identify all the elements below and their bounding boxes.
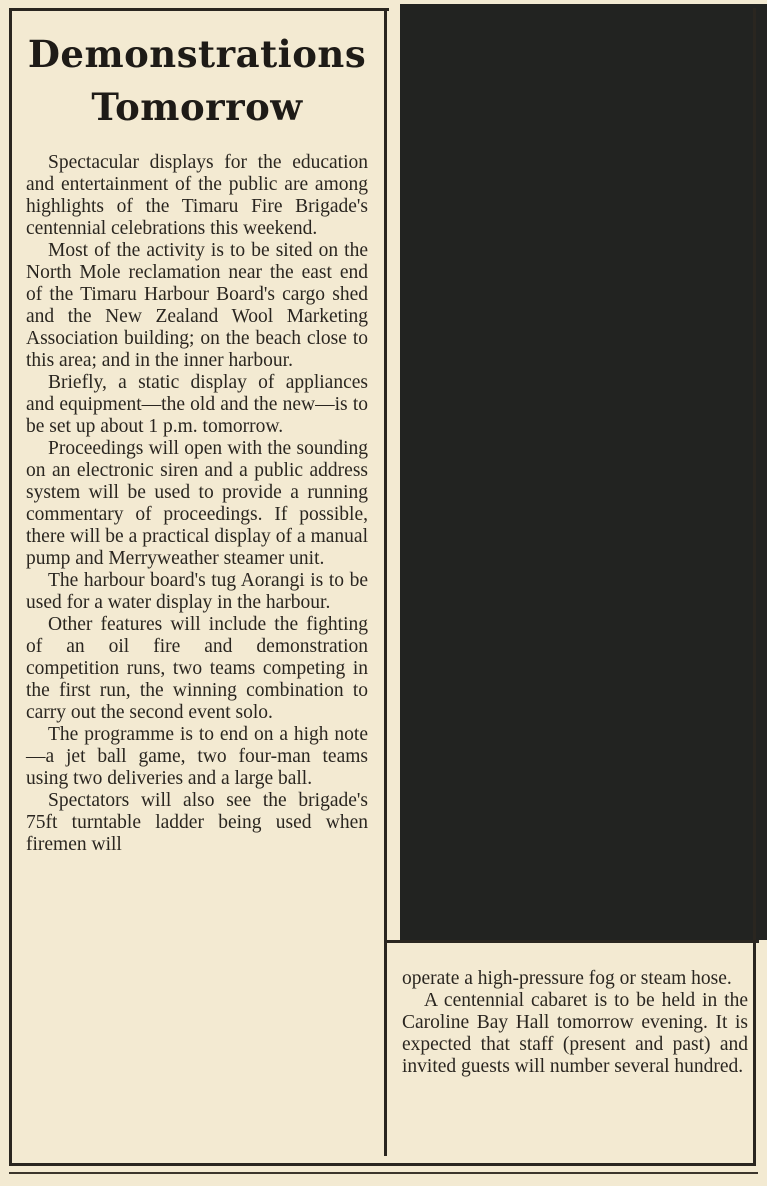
paragraph: Proceedings will open with the sounding on an electronic siren and a public address system will be used to provide a running commentary of proceedings. If possible, there will be a practical display of a manual pump and Merryweather steamer unit. [26,438,368,569]
paragraph-continued: operate a high-pressure fog or steam hose. [402,968,732,989]
paragraph: Briefly, a static display of appliances and equipment—the old and the new—is to be set up about 1 p.m. tomorrow. [26,372,368,437]
column-rule [384,8,387,1156]
paragraph: Other features will include the fighting of an oil fire and demonstration competition runs, two teams competing in the first run, the winning combination to carry out the second event solo. [26,614,368,723]
paragraph: The harbour board's tug Aorangi is to be used for a water display in the harbour. [26,570,368,613]
paragraph: Spectators will also see the brigade's 75ft turntable ladder being used when firemen will [26,790,368,855]
top-rule [9,8,389,11]
right-column [402,968,748,1078]
paragraph: A centennial cabaret is to be held in the Caroline Bay Hall tomorrow evening. It is expected that staff (present and past) and invited guests will number several hundred. [402,990,748,1077]
bottom-rule [9,1172,758,1174]
paragraph: The programme is to end on a high note—a jet ball game, two four-man teams using two deliveries and a large ball. [26,724,368,789]
paragraph: Spectacular displays for the education and entertainment of the public are among highlights of the Timaru Fire Brigade's centennial celebrations this weekend. [26,152,368,239]
article-headline: Demonstrations Tomorrow [27,32,367,129]
paragraph: Most of the activity is to be sited on the North Mole reclamation near the east end of the Timaru Harbour Board's cargo shed and the New Zealand Wool Marketing Association building; on the beach close to this area; and in the inner harbour. [26,240,368,371]
left-column [26,152,368,856]
column-step-rule [384,940,759,943]
